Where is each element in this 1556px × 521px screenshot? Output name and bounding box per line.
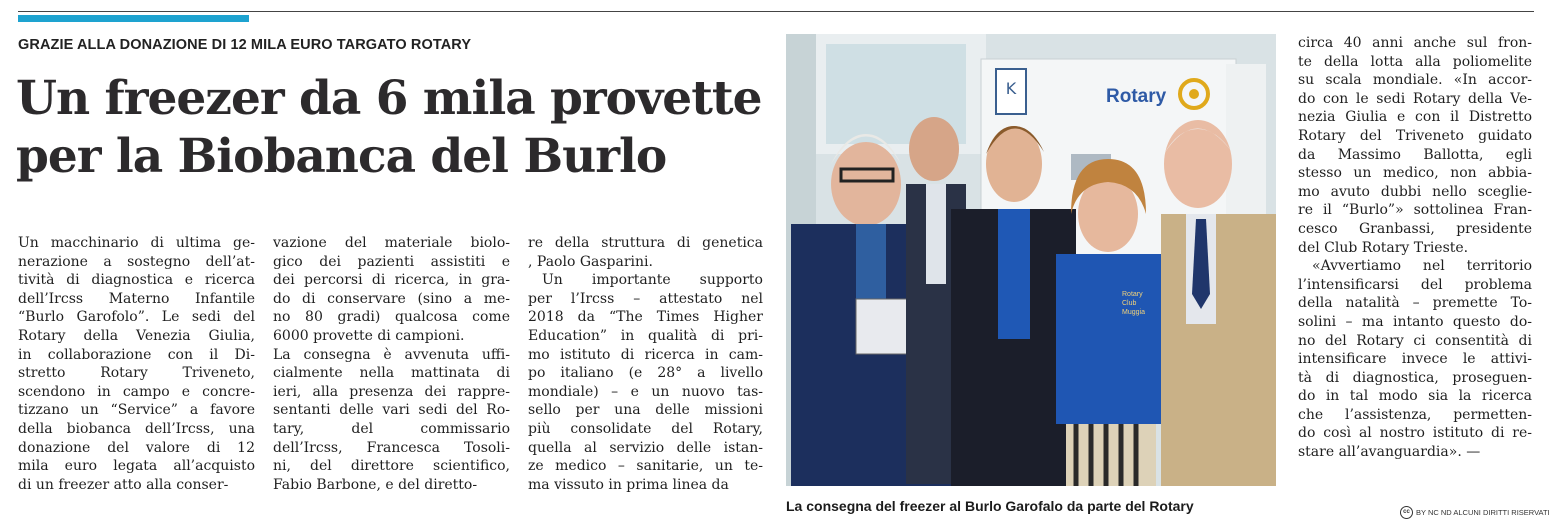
col4-line: do con le sedi Rotary della Ve- [1298, 90, 1532, 107]
article-column-4 [1298, 34, 1532, 462]
person-1-shirt [856, 224, 886, 304]
rights-text: BY NC ND ALCUNI DIRITTI RISERVATI [1416, 508, 1550, 517]
photo-rotary-sign: Rotary [1106, 86, 1167, 107]
shirt-text-1: Rotary [1122, 291, 1143, 298]
col3-line: re della struttura di genetica [528, 235, 763, 251]
col4-line: nezia Giulia e con il Distretto [1298, 109, 1532, 126]
col4-line: intensificare invece le attivi- [1298, 351, 1532, 368]
col1-line: della biobanca dell’Ircss, una [18, 420, 255, 437]
col4-line: che l’assistenza, permetten- [1298, 406, 1532, 423]
col3-line: mo istituto di ricerca in cam- [528, 346, 763, 363]
col3-line: per l’Ircss – attestato nel [528, 290, 763, 307]
col4-line: do così al nostro istituto di re- [1298, 425, 1532, 442]
col4-line: Rotary del Triveneto guidato [1298, 127, 1532, 144]
top-rule [18, 11, 1534, 12]
person-5-suit [1161, 214, 1276, 486]
col4-line: su scala mondiale. «In accor- [1298, 72, 1532, 89]
col2-line: no 80 gradi) qualcosa come [273, 309, 510, 326]
col2-line: gico dei pazienti assistiti e [273, 253, 510, 270]
col4-line: mo avuto dubbi nello sceglie- [1298, 183, 1532, 200]
col1-line: donazione del valore di 12 [18, 439, 255, 456]
col3-line: quella al servizio delle istan- [528, 439, 763, 456]
col3-line: mondiale) – e un nuovo tas- [528, 383, 763, 400]
col1-line: scendono in campo e concre- [18, 383, 255, 400]
col3-line: 2018 da “The Times Higher [528, 309, 763, 326]
person-4-shirt [1056, 254, 1166, 424]
copyright-notice [1400, 506, 1550, 519]
col4-line: stesso un medico, non abbia- [1298, 165, 1532, 182]
photo-illustration [786, 34, 1276, 486]
col2-line: cialmente nella mattinata di [273, 365, 510, 382]
col2-line: tary, del commissario [273, 420, 510, 437]
col1-line: stretto Rotary Triveneto, [18, 365, 255, 382]
col4-line: no del Rotary ci consentità di [1298, 332, 1532, 349]
article-kicker: GRAZIE ALLA DONAZIONE DI 12 MILA EURO TARGATO ROTARY [18, 37, 472, 53]
col4-line: te della lotta alla poliomelite [1298, 53, 1532, 70]
col1-line: Rotary della Venezia Giulia, [18, 327, 255, 344]
col4-line: l’intensificarsi del problema [1298, 276, 1532, 293]
col2-line: sentanti delle vari sedi del Ro- [273, 402, 510, 419]
article-column-2 [273, 234, 510, 494]
col2-line: dei percorsi di ricerca, in gra- [273, 272, 510, 289]
col3-line: , Paolo Gasparini. [528, 253, 653, 270]
col4-line: do in tal modo sia la ricerca [1298, 388, 1532, 405]
col3-line: Un importante supporto [542, 272, 763, 289]
col4-line: re il “Burlo”» sottolinea Fran- [1298, 202, 1532, 219]
photo-caption: La consegna del freezer al Burlo Garofalo da parte del Rotary [786, 498, 1194, 514]
col2-line: ieri, alla presenza dei rappre- [273, 383, 510, 400]
col4-line: stare all’avanguardia». — [1298, 444, 1481, 461]
col2-line: La consegna è avvenuta uffi- [273, 346, 510, 363]
col4-line: del Club Rotary Trieste. [1298, 239, 1469, 256]
headline-line-2: per la Biobanca del Burlo [16, 129, 667, 184]
rotary-wheel-hub-icon [1189, 89, 1199, 99]
col2-line: vazione del materiale biolo- [273, 235, 510, 251]
col2-line: do di conservare (sino a me- [273, 290, 510, 307]
person-5-face [1164, 120, 1232, 208]
col1-line: in collaborazione con il Di- [18, 346, 255, 363]
person-2-shirt [926, 184, 946, 284]
article-column-3 [528, 234, 763, 494]
col1-line: mila euro legata all’acquisto [18, 458, 255, 475]
col3-line: sello per una delle missioni [528, 402, 763, 419]
col1-line: dell’Ircss Materno Infantile [18, 290, 255, 307]
col1-line: “Burlo Garofolo”. Le sedi del [18, 309, 255, 326]
col2-line: dell’Ircss, Francesca Tosoli- [273, 439, 510, 456]
col3-line: Education” in qualità di pri- [528, 327, 763, 344]
col4-line: circa 40 anni anche sul fron- [1298, 35, 1532, 51]
shirt-text-3: Muggia [1122, 309, 1145, 316]
col3-line: po italiano (e 28° a livello [528, 365, 763, 382]
col1-line: tizzano un “Service” a favore [18, 402, 255, 419]
article-column-1 [18, 234, 255, 494]
col4-line: della natalità – premette To- [1298, 295, 1532, 312]
photo-logo-letter: K [1005, 79, 1017, 98]
col2-line: ni, del direttore scientifico, [273, 458, 510, 475]
person-2-face [909, 117, 959, 181]
col3-line: ma vissuto in prima linea da [528, 476, 729, 493]
person-1-face [831, 142, 901, 226]
col3-line: ze medico – sanitarie, un te- [528, 458, 763, 475]
person-4-skirt [1066, 424, 1156, 486]
col1-line: tività di diagnostica e ricerca [18, 272, 255, 289]
creative-commons-icon: cc [1400, 506, 1413, 519]
col2-line: Fabio Barbone, e del diretto- [273, 476, 478, 493]
col4-line: solini – ma intanto questo do- [1298, 313, 1532, 330]
col1-line: Un macchinario di ultima ge- [18, 235, 255, 251]
col1-line: di un freezer atto alla conser- [18, 476, 229, 493]
col4-line: «Avvertiamo nel territorio [1312, 258, 1532, 275]
section-accent-bar [18, 15, 249, 22]
headline-line-1: Un freezer da 6 mila provette [16, 71, 762, 126]
col3-line: più consolidate del Rotary, [528, 420, 763, 437]
person-3-shirt [998, 209, 1030, 339]
col1-line: nerazione a sostegno dell’at- [18, 253, 255, 270]
article-headline [16, 70, 776, 186]
shirt-text-2: Club [1122, 300, 1137, 307]
col4-line: da Massimo Ballotta, egli [1298, 146, 1532, 163]
col4-line: cesco Granbassi, presidente [1298, 220, 1532, 237]
col4-line: tà di diagnostica, proseguen- [1298, 369, 1532, 386]
col2-line: 6000 provette di campioni. [273, 327, 465, 344]
article-photo [786, 34, 1276, 486]
